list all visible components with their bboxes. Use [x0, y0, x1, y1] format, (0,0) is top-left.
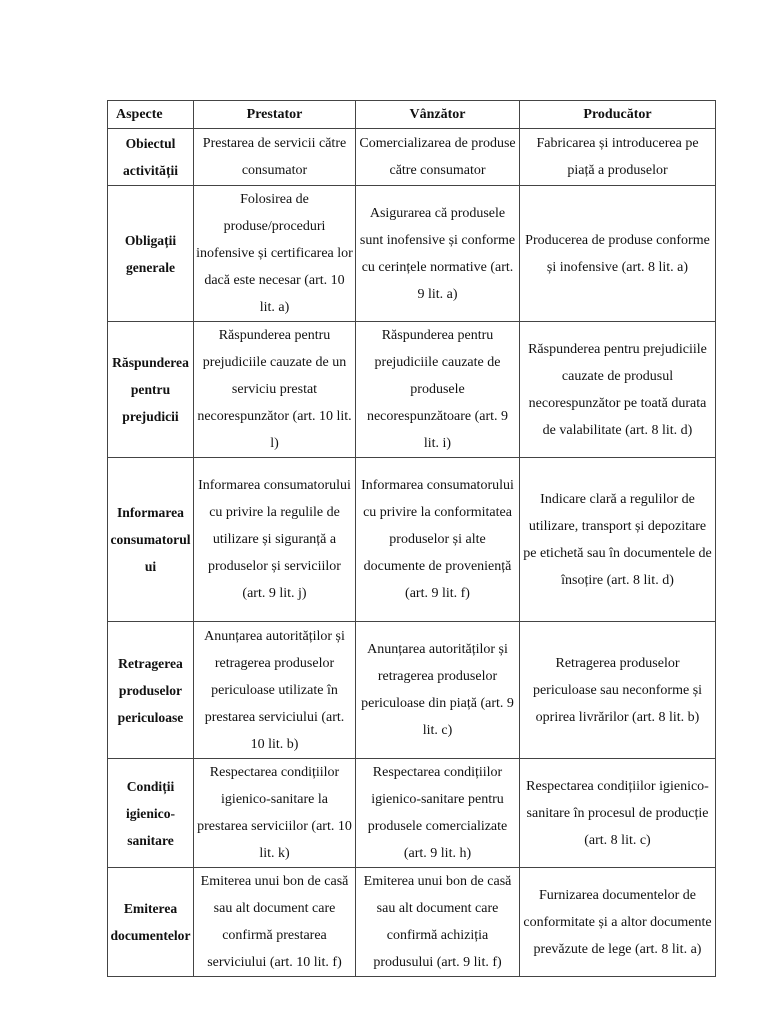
table-row [108, 622, 716, 759]
cell-producator: Fabricarea și introducerea pe piață a produselor [520, 129, 716, 186]
cell-vanzator: Respectarea condițiilor igienico-sanitare pentru produsele comercializate (art. 9 lit. h) [356, 759, 520, 868]
cell-prestator: Prestarea de servicii către consumator [194, 129, 356, 186]
cell-prestator: Folosirea de produse/proceduri inofensive și certificarea lor dacă este necesar (art. 10 lit. a) [194, 186, 356, 322]
row-aspect: Retragerea produselor periculoase [108, 622, 194, 759]
table-row [108, 322, 716, 458]
table-row [108, 759, 716, 868]
header-vanzator: Vânzător [356, 101, 520, 129]
comparison-table [107, 100, 716, 977]
row-aspect: Răspunderea pentru prejudicii [108, 322, 194, 458]
row-aspect: Condiții igienico-sanitare [108, 759, 194, 868]
table-row [108, 458, 716, 622]
header-row [108, 101, 716, 129]
cell-vanzator: Informarea consumatorului cu privire la conformitatea produselor și alte documente de proveniență (art. 9 lit. f) [356, 458, 520, 622]
cell-prestator: Anunțarea autorităților și retragerea produselor periculoase utilizate în prestarea serviciului (art. 10 lit. b) [194, 622, 356, 759]
cell-producator: Retragerea produselor periculoase sau neconforme și oprirea livrărilor (art. 8 lit. b) [520, 622, 716, 759]
cell-vanzator: Răspunderea pentru prejudiciile cauzate de produsele necorespunzătoare (art. 9 lit. i) [356, 322, 520, 458]
table-row [108, 186, 716, 322]
header-aspecte: Aspecte [108, 101, 194, 129]
row-aspect: Emiterea documentelor [108, 868, 194, 977]
cell-producator: Producerea de produse conforme și inofensive (art. 8 lit. a) [520, 186, 716, 322]
cell-producator: Respectarea condițiilor igienico-sanitare în procesul de producție (art. 8 lit. c) [520, 759, 716, 868]
cell-vanzator: Anunțarea autorităților și retragerea produselor periculoase din piață (art. 9 lit. c) [356, 622, 520, 759]
table-body [108, 129, 716, 977]
table-row [108, 868, 716, 977]
cell-producator: Răspunderea pentru prejudiciile cauzate de produsul necorespunzător pe toată durata de valabilitate (art. 8 lit. d) [520, 322, 716, 458]
cell-prestator: Informarea consumatorului cu privire la regulile de utilizare și siguranță a produselor și serviciilor (art. 9 lit. j) [194, 458, 356, 622]
header-producator: Producător [520, 101, 716, 129]
cell-vanzator: Asigurarea că produsele sunt inofensive și conforme cu cerințele normative (art. 9 lit. a) [356, 186, 520, 322]
table-header [108, 101, 716, 129]
table-row [108, 129, 716, 186]
row-aspect: Obiectul activității [108, 129, 194, 186]
cell-vanzator: Emiterea unui bon de casă sau alt document care confirmă achiziția produsului (art. 9 lit. f) [356, 868, 520, 977]
cell-producator: Indicare clară a regulilor de utilizare, transport și depozitare pe etichetă sau în documentele de însoțire (art. 8 lit. d) [520, 458, 716, 622]
row-aspect: Informarea consumatorului [108, 458, 194, 622]
row-aspect: Obligații generale [108, 186, 194, 322]
cell-prestator: Respectarea condițiilor igienico-sanitare la prestarea serviciilor (art. 10 lit. k) [194, 759, 356, 868]
cell-prestator: Răspunderea pentru prejudiciile cauzate de un serviciu prestat necorespunzător (art. 10 lit. l) [194, 322, 356, 458]
cell-producator: Furnizarea documentelor de conformitate și a altor documente prevăzute de lege (art. 8 lit. a) [520, 868, 716, 977]
cell-vanzator: Comercializarea de produse către consumator [356, 129, 520, 186]
cell-prestator: Emiterea unui bon de casă sau alt document care confirmă prestarea serviciului (art. 10 lit. f) [194, 868, 356, 977]
header-prestator: Prestator [194, 101, 356, 129]
